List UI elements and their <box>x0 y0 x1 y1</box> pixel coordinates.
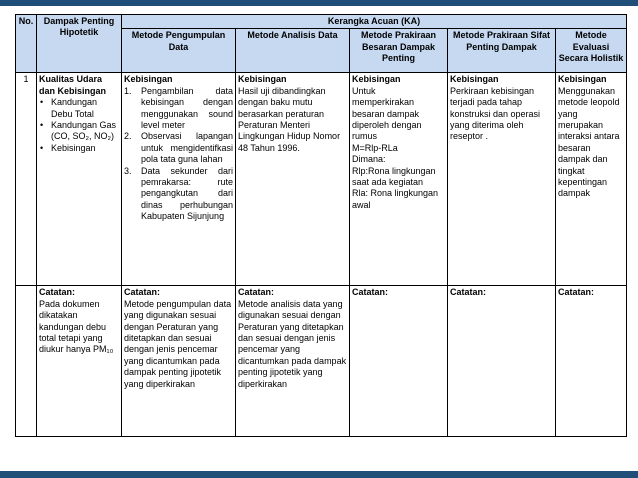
list-item <box>124 166 233 223</box>
evaluation-text: Menggunakan metode leopold yang merupakan interaksi antara besaran dampak dan tingkat kepentingan dampak <box>558 85 620 199</box>
header-prediction: Metode Prakiraan Besaran Dampak Penting <box>350 29 448 73</box>
nature-note-title: Catatan: <box>450 287 487 298</box>
evaluation-cell <box>556 73 627 286</box>
impact-note-cell <box>37 286 122 437</box>
prediction-line: Dimana: <box>352 154 386 165</box>
impact-cell <box>37 73 122 286</box>
impact-title: Kualitas Udara dan Kebisingan <box>39 74 107 96</box>
prediction-note-cell <box>350 286 448 437</box>
header-nature: Metode Prakiraan Sifat Penting Dampak <box>448 29 556 73</box>
collection-cell <box>122 73 236 286</box>
nature-text: Perkiraan kebisingan terjadi pada tahap konstruksi dan operasi yang diterima oleh reseptor . <box>450 85 541 142</box>
list-item <box>124 131 233 165</box>
header-collection: Metode Pengumpulan Data <box>122 29 236 73</box>
header-analysis: Metode Analisis Data <box>236 29 350 73</box>
row-number: 1 <box>16 73 37 286</box>
prediction-line: diperoleh dengan <box>352 120 422 131</box>
list-item <box>124 86 233 132</box>
list-text: Pengambilan data kebisingan dengan menggunakan sound level meter <box>141 85 233 131</box>
list-number: 3. <box>124 165 132 176</box>
header-ka: Kerangka Acuan (KA) <box>122 15 627 29</box>
impact-note-text: Pada dokumen dikatakan kandungan debu total tetapi yang diukur hanya PM₁₀ <box>39 298 114 355</box>
list-number: 1. <box>124 85 132 96</box>
bottom-accent-bar <box>0 471 638 478</box>
list-text: Data sekunder dari pemrakarsa: rute pengangkutan dari dinas perhubungan Kabupaten Sijunjung <box>141 165 233 222</box>
prediction-title: Kebisingan <box>352 74 401 85</box>
prediction-note-title: Catatan: <box>352 287 389 298</box>
prediction-line: rumus <box>352 131 378 142</box>
prediction-line: memperkirakan <box>352 97 415 108</box>
impact-list <box>39 97 119 154</box>
ka-table <box>15 14 627 437</box>
prediction-line: besaran dampak <box>352 108 420 119</box>
collection-title: Kebisingan <box>124 74 173 85</box>
nature-cell <box>448 73 556 286</box>
collection-list <box>124 86 233 223</box>
evaluation-note-cell <box>556 286 627 437</box>
prediction-line: Rla: Rona lingkungan <box>352 188 439 199</box>
nature-title: Kebisingan <box>450 74 499 85</box>
table-row <box>16 73 627 286</box>
prediction-line: M=Rlp-RLa <box>352 142 398 153</box>
analysis-note-cell <box>236 286 350 437</box>
header-impact: Dampak Penting Hipotetik <box>37 15 122 73</box>
analysis-note-title: Catatan: <box>238 287 275 298</box>
prediction-line: awal <box>352 199 371 210</box>
list-item: • Kandungan Debu Total <box>39 97 119 120</box>
nature-note-cell <box>448 286 556 437</box>
top-accent-bar <box>0 0 638 6</box>
analysis-note-text: Metode analisis data yang digunakan sesuai dengan Peraturan yang ditetapkan dan sesuai dengan jenis pencemar yang dicantumkan pada dampak penting jipotetik yang diperkirakan <box>238 298 347 389</box>
list-item: • Kandungan Gas (CO, SO₂, NO₂) <box>39 120 119 143</box>
header-evaluation: Metode Evaluasi Secara Holistik <box>556 29 627 73</box>
header-row-top <box>16 15 627 29</box>
analysis-cell <box>236 73 350 286</box>
list-item: • Kebisingan <box>39 143 119 154</box>
list-number: 2. <box>124 131 132 142</box>
prediction-cell <box>350 73 448 286</box>
list-text: Observasi lapangan untuk mengidentifkasi pola tata guna lahan <box>141 131 233 165</box>
collection-note-cell <box>122 286 236 437</box>
evaluation-title: Kebisingan <box>558 74 607 85</box>
prediction-line: saat ada kegiatan <box>352 177 424 188</box>
collection-note-title: Catatan: <box>124 287 161 298</box>
prediction-line: Rlp:Rona lingkungan <box>352 165 436 176</box>
impact-note-title: Catatan: <box>39 287 76 298</box>
analysis-text: Hasil uji dibandingkan dengan baku mutu berasarkan peraturan Peraturan Menteri Lingkungan Hidup Nomor 48 Tahun 1996. <box>238 85 341 153</box>
notes-empty-cell <box>16 286 37 437</box>
prediction-line: Untuk <box>352 85 376 96</box>
header-no: No. <box>16 15 37 73</box>
evaluation-note-title: Catatan: <box>558 287 595 298</box>
notes-row <box>16 286 627 437</box>
collection-note-text: Metode pengumpulan data yang digunakan sesuai dengan Peraturan yang ditetapkan dan sesuai dengan jenis pencemar yang dicantumkan pada dampak penting jipotetik yang diperkirakan <box>124 298 232 389</box>
analysis-title: Kebisingan <box>238 74 287 85</box>
